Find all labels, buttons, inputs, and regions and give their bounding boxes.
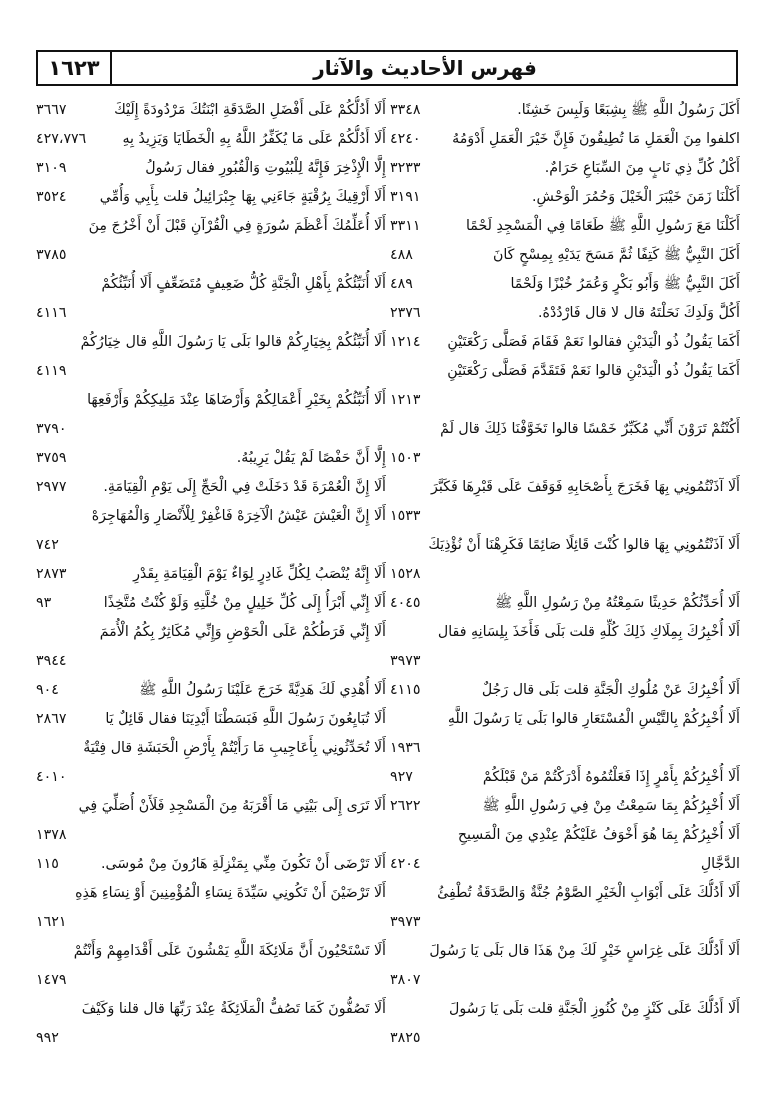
entry-number: ١٥٢٨ — [390, 566, 421, 582]
entry-text — [390, 212, 740, 241]
entry-text: أَلَا أَدُلُّكَ عَلَى كَنْزٍ مِنْ كُنُوزِ الْجَنَّةِ قلت بَلَى يَا رَسُولَ — [449, 1001, 740, 1017]
entry-number: ١٥٠٣ — [390, 450, 421, 466]
header-divider — [110, 52, 112, 84]
entry-number: ٤١١٩ — [36, 363, 67, 379]
entry-number: ٧٤٢ — [36, 537, 59, 553]
entry-text — [36, 473, 386, 502]
entry-number: ٣١٩١ — [390, 189, 421, 205]
entry-text-segment: أَلَا إِنِّي أَبْرَأُ إِلَى كُلِّ خَلِيلٍ مِنْ خُلَّتِهِ وَلَوْ كُنْتُ مُتَّخِذًا — [103, 595, 386, 611]
index-entry — [390, 821, 740, 879]
entry-text — [390, 589, 740, 618]
index-entry — [390, 473, 740, 531]
entry-text-segment: أَلَا تَرْضَى أَنْ تَكُونَ مِنِّي بِمَنْزِلَةِ هَارُونَ مِنْ مُوسَى. — [100, 856, 386, 872]
entry-text-segment: أَلَا أُحَدِّثُكُمْ حَدِيثًا سَمِعْتُهُ مِنْ رَسُولِ اللَّهِ ﷺ — [494, 595, 740, 611]
entry-text: أَلَا تُحَدِّثُونِي بِأَعَاجِيبِ مَا رَأَيْتُمْ بِأَرْضِ الْحَبَشَةِ قال فِتْيَةٌ — [83, 740, 386, 756]
entry-number: ٣٨٢٥ — [390, 1030, 421, 1046]
entry-text: أَلَا أُنَبِّئُكُمْ بِأَهْلِ الْجَنَّةِ كُلُّ ضَعِيفٍ مُتَضَعِّفٍ أَلَا أُنَبِّئُكُمْ — [101, 276, 386, 292]
entry-number: ٤٢٤٠ — [390, 131, 421, 147]
entry-text-segment: أَكَمَا يَقُولُ ذُو الْيَدَيْنِ فقالوا نَعَمْ فَقَامَ فَصَلَّى رَكْعَتَيْنِ — [447, 334, 740, 350]
entry-text: أَلَا أُخْبِرُكُمْ بِمَا هُوَ أَخْوَفُ عَلَيْكُمْ عِنْدِي مِنَ الْمَسِيحِ — [457, 827, 740, 843]
entry-number: ١٦٢١ — [36, 914, 67, 930]
entry-number: ٤٢٠٤ — [390, 856, 421, 872]
entry-number: ٣٧٨٥ — [36, 247, 67, 263]
entry-number: ٣٩٤٤ — [36, 653, 67, 669]
left-column — [36, 96, 386, 1096]
index-entry — [390, 125, 740, 154]
entry-number: ٤٢٧،٧٧٦ — [36, 131, 87, 147]
page-header — [36, 50, 738, 86]
index-entry — [390, 183, 740, 212]
entry-text-segment: أَكُلَّ وَلَدِكَ نَحَلْتَهُ قال لا قال فَارْدُدْهُ. — [538, 305, 740, 321]
index-entry — [390, 705, 740, 763]
entry-number: ٣٩٧٣ — [390, 914, 421, 930]
index-entry — [390, 763, 740, 792]
entry-number: ٣٧٥٩ — [36, 450, 67, 466]
entry-number: ٣٣٤٨ — [390, 102, 421, 118]
entry-number: ٢٩٧٧ — [36, 479, 67, 495]
entry-number: ٩٣ — [36, 595, 52, 611]
index-entry — [390, 241, 740, 270]
entry-number: ١٢١٣ — [390, 392, 421, 408]
entry-text-segment: أَلَا أَدُلُّكُمْ عَلَى مَا يُكَفِّرُ اللَّهُ بِهِ الْخَطَايَا وَيَزِيدُ بِهِ — [122, 131, 386, 147]
entry-text — [36, 676, 386, 705]
entry-text: أَلَا أُنَبِّئُكُمْ بِخَيْرِ أَعْمَالِكُمْ وَأَرْضَاهَا عِنْدَ مَلِيكِكُمْ وَأَرْفَعِهَا — [87, 392, 386, 408]
index-entry — [36, 995, 386, 1053]
entry-text: أَلَا أُعَلِّمُكَ أَعْظَمَ سُورَةٍ فِي الْقُرْآنِ قَبْلَ أَنْ أَخْرُجَ مِنَ — [88, 218, 386, 234]
index-entry — [36, 212, 386, 270]
entry-text: أَلَا أُخْبِرُكَ بِمِلَاكِ ذَلِكَ كُلِّهِ قلت بَلَى فَأَخَذَ بِلِسَانِهِ فقال — [437, 624, 740, 640]
entry-number: ٣٦٦٧ — [36, 102, 67, 118]
entry-text-segment: الدَّجَّالِ — [700, 856, 740, 872]
entry-text — [36, 560, 386, 589]
entry-number: ٩٠٤ — [36, 682, 59, 698]
entry-number: ٩٩٢ — [36, 1030, 59, 1046]
entry-number: ٣١٠٩ — [36, 160, 67, 176]
entry-text-segment: أَكَلْنَا مَعَ رَسُولِ اللَّهِ ﷺ طَعَامًا فِي الْمَسْجِدِ لَحْمًا — [465, 218, 740, 234]
entry-text-segment: أَلَا أُخْبِرُكُمْ بِمَا سَمِعْتُ مِنْ فِي رَسُولِ اللَّهِ ﷺ — [482, 798, 740, 814]
page-title: فهرس الأحاديث والآثار — [313, 56, 537, 80]
entry-number: ٩٢٧ — [390, 769, 413, 785]
entry-number: ١٣٧٨ — [36, 827, 67, 843]
entry-text — [36, 850, 386, 879]
index-entry — [36, 589, 386, 618]
index-entry — [36, 183, 386, 212]
entry-text-segment: إِلَّا الْإِذْخِرَ فَإِنَّهُ لِلْبُيُوتِ وَالْقُبُورِ فقال رَسُولُ — [145, 160, 386, 176]
entry-text: أَكَمَا يَقُولُ ذُو الْيَدَيْنِ قالوا نَعَمْ فَتَقَدَّمَ فَصَلَّى رَكْعَتَيْنِ — [447, 363, 740, 379]
index-entry — [36, 734, 386, 792]
index-entry — [36, 792, 386, 850]
entry-number: ٤٠١٠ — [36, 769, 67, 785]
entry-text — [36, 154, 386, 183]
entry-number: ١٥٣٣ — [390, 508, 421, 524]
index-entry — [390, 879, 740, 937]
index-entry — [390, 618, 740, 676]
entry-text — [36, 589, 386, 618]
entry-number: ٤٨٩ — [390, 276, 413, 292]
entry-number: ٣٥٢٤ — [36, 189, 67, 205]
entry-number: ١٢١٤ — [390, 334, 421, 350]
entry-number: ١٩٣٦ — [390, 740, 421, 756]
entry-text: أَلَا آذَنْتُمُونِي بِهَا قالوا كُنْتَ قَائِلًا صَائِمًا فَكَرِهْنَا أَنْ نُؤْذِيَكَ — [428, 537, 740, 553]
right-column — [390, 96, 740, 1096]
entry-text: أَلَا أُخْبِرُكُمْ بِالتَّيْسِ الْمُسْتَعَارِ قالوا بَلَى يَا رَسُولَ اللَّهِ — [447, 711, 740, 727]
index-entry — [390, 676, 740, 705]
entry-text: أَلَا تَرْضَيْنَ أَنْ تَكُونِي سَيِّدَةَ نِسَاءِ الْمُؤْمِنِينَ أَوْ نِسَاءِ هَذِهِ — [75, 885, 386, 901]
entry-text-segment: إِلَّا أَنَّ حَفْصًا لَمْ يَقُلْ يَرِيبُهُ. — [236, 450, 386, 466]
entry-text-segment: أَكَلَ النَّبِيُّ ﷺ وَأَبُو بَكْرٍ وَعُمَرُ خُبْزًا وَلَحْمًا — [510, 276, 740, 292]
entry-text-segment: أَلَا أَرْقِيكَ بِرُقْيَةٍ جَاءَنِي بِهَا جِبْرَائِيلُ قلت بِأَبِي وَأُمِّي — [99, 189, 386, 205]
index-entry — [36, 154, 386, 183]
entry-text — [390, 125, 740, 154]
entry-text: أَلَا أَدُلُّكَ عَلَى أَبْوَابِ الْخَيْرِ الصَّوْمُ جُنَّةٌ وَالصَّدَقَةُ تُطْفِئُ — [437, 885, 740, 901]
entry-text-segment: أَلَا أُخْبِرُكُمْ بِأَمْرٍ إِذَا فَعَلْتُمُوهُ أَدْرَكْتُمْ مَنْ قَبْلَكُمْ — [482, 769, 740, 785]
index-entry — [390, 357, 740, 415]
entry-text: أَكُنْتُمْ تَرَوْنَ أَنِّي مُكَبِّرٌ خَمْسًا قالوا تَخَوَّفْنَا ذَلِكَ قال لَمْ — [440, 421, 740, 437]
index-entry — [390, 531, 740, 589]
page-number: ١٦٢٣ — [48, 56, 100, 80]
entry-text — [36, 96, 386, 125]
index-entry — [390, 589, 740, 618]
index-entry — [390, 415, 740, 473]
index-entry — [36, 879, 386, 937]
entry-text — [390, 676, 740, 705]
entry-text: أَلَا تَصُفُّونَ كَمَا تَصُفُّ الْمَلَائِكَةُ عِنْدَ رَبِّهَا قال قلنا وَكَيْفَ — [81, 1001, 386, 1017]
index-entry — [390, 937, 740, 995]
entry-number: ٤٨٨ — [390, 247, 413, 263]
entry-text — [36, 125, 386, 154]
index-entry — [36, 618, 386, 676]
entry-text: أَلَا إِنِّي فَرَطُكُمْ عَلَى الْحَوْضِ وَإِنِّي مُكَاثِرٌ بِكُمُ الْأُمَمَ — [99, 624, 386, 640]
entry-text: أَلَا إِنَّ الْعَيْشَ عَيْشُ الْآخِرَهْ فَاغْفِرْ لِلْأَنْصَارِ وَالْمُهَاجِرَهْ — [91, 508, 386, 524]
index-entry — [390, 299, 740, 328]
entry-text-segment: أَكَلْنَا زَمَنَ خَيْبَرَ الْخَيْلَ وَحُمُرَ الْوَحْشِ. — [531, 189, 740, 205]
index-entry — [36, 444, 386, 473]
entry-number: ٢٨٧٣ — [36, 566, 67, 582]
entry-text-segment: أَكَلَ النَّبِيُّ ﷺ كَتِفًا ثُمَّ مَسَحَ يَدَيْهِ بِمِسْحٍ كَانَ — [492, 247, 740, 263]
entry-number: ٢٣٧٦ — [390, 305, 421, 321]
index-entry — [36, 560, 386, 589]
entry-text — [36, 705, 386, 734]
entry-text-segment: أَلَا إِنَّ الْعُمْرَةَ قَدْ دَخَلَتْ فِي الْحَجِّ إِلَى يَوْمِ الْقِيَامَةِ. — [103, 479, 386, 495]
index-entry — [36, 705, 386, 734]
entry-number: ٤١١٦ — [36, 305, 67, 321]
entry-number: ٢٦٢٢ — [390, 798, 421, 814]
entry-text — [390, 154, 740, 183]
entry-text — [390, 763, 740, 792]
entry-number: ٤٠٤٥ — [390, 595, 421, 611]
index-entry — [390, 995, 740, 1053]
index-entry — [390, 96, 740, 125]
index-entry — [390, 792, 740, 821]
index-entry — [36, 502, 386, 560]
entry-text — [390, 299, 740, 328]
entry-text — [390, 183, 740, 212]
entry-text-segment: أَلَا إِنَّهُ يُنْصَبُ لِكُلِّ غَادِرٍ لِوَاءٌ يَوْمَ الْقِيَامَةِ بِقَدْرِ — [133, 566, 386, 582]
entry-text — [390, 792, 740, 821]
entry-number: ٣٧٩٠ — [36, 421, 67, 437]
entry-text-segment: اكلفوا مِنَ الْعَمَلِ مَا تُطِيقُونَ فَإِنَّ خَيْرَ الْعَمَلِ أَدْوَمُهُ — [452, 131, 740, 147]
entry-text-segment: أَلَا أُهْدِي لَكَ هَدِيَّةً خَرَجَ عَلَيْنَا رَسُولُ اللَّهِ ﷺ — [139, 682, 386, 698]
entry-text: أَلَا تَرَى إِلَى بَيْتِي مَا أَقْرَبَهُ مِنَ الْمَسْجِدِ فَلَأَنْ أُصَلِّيَ فِي — [78, 798, 386, 814]
entry-text: أَلَا آذَنْتُمُونِي بِهَا فَخَرَجَ بِأَصْحَابِهِ فَوَقَفَ عَلَى قَبْرِهَا فَكَبَّرَ — [431, 479, 740, 495]
entry-text-segment: أَلَا أُخْبِرُكَ عَنْ مُلُوكِ الْجَنَّةِ قلت بَلَى قال رَجُلٌ — [481, 682, 740, 698]
entry-text — [390, 96, 740, 125]
entry-number: ٣٨٠٧ — [390, 972, 421, 988]
entry-number: ٤١١٥ — [390, 682, 421, 698]
index-entry — [390, 270, 740, 299]
index-entry — [36, 850, 386, 879]
entry-text-segment: أَلَا أَدُلُّكُمْ عَلَى أَفْضَلِ الصَّدَقَةِ ابْنَتُكَ مَرْدُودَةً إِلَيْكَ — [114, 102, 386, 118]
entry-text — [36, 183, 386, 212]
entry-text — [390, 241, 740, 270]
entry-number: ٣٣١١ — [390, 218, 421, 234]
index-entry — [36, 125, 386, 154]
index-entry — [36, 96, 386, 125]
entry-number: ١١٥ — [36, 856, 59, 872]
entry-number: ٣٢٣٣ — [390, 160, 421, 176]
entry-text-segment: أَكْلُ كُلِّ ذِي نَابٍ مِنَ السِّبَاعِ حَرَامٌ. — [544, 160, 740, 176]
index-entry — [36, 328, 386, 386]
entry-number: ١٤٧٩ — [36, 972, 67, 988]
entry-text: أَلَا أَدُلُّكَ عَلَى غِرَاسٍ خَيْرٍ لَكَ مِنْ هَذَا قال بَلَى يَا رَسُولَ — [429, 943, 740, 959]
index-entry — [390, 328, 740, 357]
entry-text: أَلَا تَسْتَحْيُونَ أَنَّ مَلَائِكَةَ اللَّهِ يَمْشُونَ عَلَى أَقْدَامِهِمْ وَأَنْتُمْ — [73, 943, 386, 959]
index-entry — [390, 154, 740, 183]
index-entry — [36, 386, 386, 444]
entry-text — [390, 850, 740, 879]
index-entry — [36, 937, 386, 995]
entry-text-segment: أَلَا تُبَايِعُونَ رَسُولَ اللَّهِ فَبَسَطْنَا أَيْدِيَنَا فقال قَائِلٌ يَا — [105, 711, 386, 727]
entry-text — [390, 270, 740, 299]
index-entry — [390, 212, 740, 241]
entry-number: ٢٨٦٧ — [36, 711, 67, 727]
entry-number: ٣٩٧٣ — [390, 653, 421, 669]
entry-text: أَلَا أُنَبِّئُكُمْ بِخِيَارِكُمْ قالوا بَلَى يَا رَسُولَ اللَّهِ قال خِيَارُكُمْ — [80, 334, 386, 350]
entry-text-segment: أَكَلَ رَسُولُ اللَّهِ ﷺ بِشِبَعًا وَلَبِسَ خَشِنًا. — [517, 102, 740, 118]
index-entry — [36, 473, 386, 502]
index-entry — [36, 676, 386, 705]
entry-text — [36, 444, 386, 473]
entry-text — [390, 328, 740, 357]
index-entry — [36, 270, 386, 328]
